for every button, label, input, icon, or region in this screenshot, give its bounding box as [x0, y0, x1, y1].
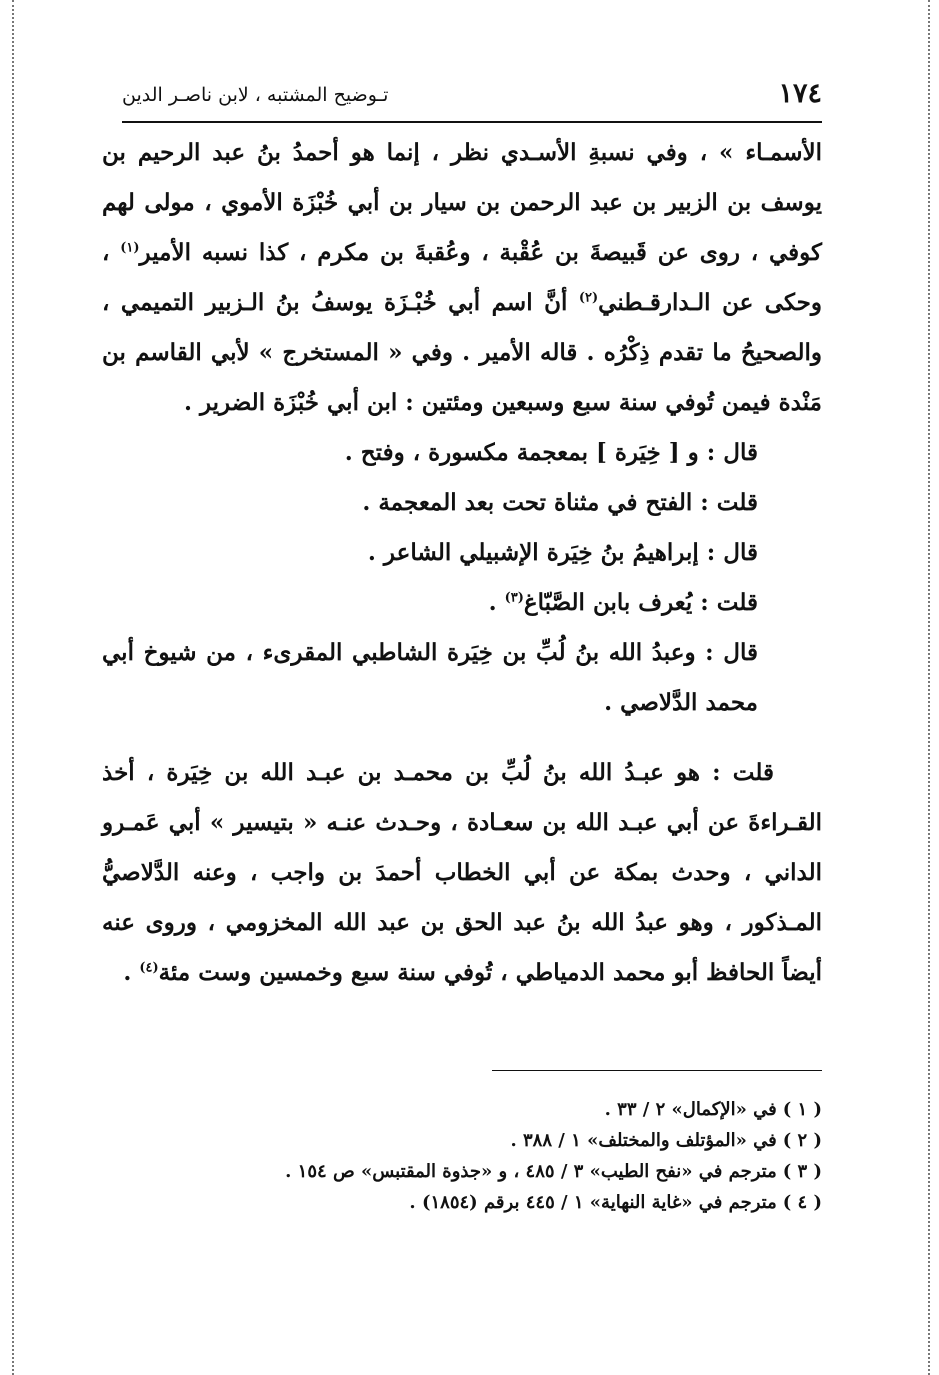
main-text	[102, 128, 822, 998]
paragraph-intro	[102, 128, 822, 428]
footnote-number: ( ٤ )	[782, 1192, 822, 1213]
paragraph-intro-part2: ، وحكى عن الـدارقـطني	[102, 239, 822, 316]
footnote-2	[102, 1125, 822, 1156]
qa-line-4	[102, 578, 822, 628]
footnote-ref-3: (٣)	[504, 590, 524, 606]
qa-line-2: قلت : الفتح في مثناة تحت بعد المعجمة .	[362, 489, 758, 516]
footnote-text: مترجم في «غاية النهاية» ١ / ٤٤٥ برقم (١٨٥٤) .	[409, 1192, 777, 1213]
paragraph-commentary-end: .	[123, 959, 140, 986]
page-number: ١٧٤	[778, 78, 822, 109]
footnote-text: في «الإكمال» ٢ / ٣٣ .	[604, 1099, 777, 1120]
running-title: تـوضيح المشتبه ، لابن ناصـر الدين	[122, 84, 389, 106]
footnote-separator	[492, 1070, 822, 1071]
paragraph-intro-part1: الأسمـاء » ، وفي نسبةِ الأسـدي نظر ، إنما هو أحمدُ بنُ عبد الرحيم بن يوسف بن الزبير بن عبد الرحمن بن سيار بن أبي خُبْزَة الأموي ، مولى لهم كوفي ، روى عن قَبيصةَ بن عُقْبة ، وعُقبةَ بن مكرم ، كذا نسبه الأمير	[102, 139, 823, 266]
footnote-number: ( ٣ )	[782, 1161, 822, 1182]
footnote-ref-1: (١)	[120, 240, 140, 256]
qa-line-4-end: .	[488, 589, 505, 616]
qa-line-5: قال : وعبدُ الله بنُ لُبِّ بن خِيَرة الشاطبي المقرىء ، من شيوخ أبي محمد الدَّلاصي .	[102, 639, 758, 716]
footnote-text: مترجم في «نفح الطيب» ٣ / ٤٨٥ ، و «جذوة المقتبس» ص ١٥٤ .	[285, 1161, 777, 1182]
qa-line-4-text: قلت : يُعرف بابن الصَّبّاغ	[523, 589, 758, 616]
footnote-number: ( ١ )	[782, 1099, 822, 1120]
footnote-4	[102, 1187, 822, 1218]
footnote-ref-2: (٢)	[578, 290, 599, 306]
paragraph-intro-part3: أنَّ اسم أبي خُبْـزَة يوسفُ بنُ الـزبير التميمي ، والصحيحُ ما تقدم ذِكْرُه . قاله الأمير . وفي « المستخرج » لأبي القاسم بن مَنْدة فيمن تُوفي سنة سبع وسبعين ومئتين : ابن أبي خُبْزَة الضرير .	[102, 289, 822, 416]
paragraph-commentary-text: قلت : هو عبـدُ الله بنُ لُبِّ بن محمـد بن عبـد الله بن خِيَرة ، أخذ القـراءةَ عن أبي عبـد الله بن سعـادة ، وحـدث عنـه « بتيسير » أبي عَمـرو الداني ، وحدث بمكة عن أبي الخطاب أحمدَ بن واجب ، وعنه الدَّلاصيُّ المـذكور ، وهو عبدُ الله بنُ عبد الحق بن عبد الله المخزومي ، وروى عنه أيضاً الحافظ أبو محمد الدمياطي ، تُوفي سنة سبع وخمسين وست مئة	[102, 759, 822, 986]
scan-edge-right	[928, 0, 930, 1375]
footnote-1	[102, 1094, 822, 1125]
footnote-ref-4: (٤)	[139, 960, 159, 976]
paragraph-commentary	[102, 748, 822, 998]
scan-edge-left	[12, 0, 14, 1375]
header-rule	[122, 121, 822, 123]
footnote-3	[102, 1156, 822, 1187]
footnotes	[102, 1094, 822, 1218]
running-header	[122, 72, 822, 118]
footnote-number: ( ٢ )	[782, 1130, 822, 1151]
footnote-text: في «المؤتلف والمختلف» ١ / ٣٨٨ .	[510, 1130, 777, 1151]
qa-line-3: قال : إبراهيمُ بنُ خِيَرة الإشبيلي الشاعر .	[367, 539, 758, 566]
qa-line-1: قال : و [ خِيَرة ] بمعجمة مكسورة ، وفتح .	[344, 439, 758, 466]
